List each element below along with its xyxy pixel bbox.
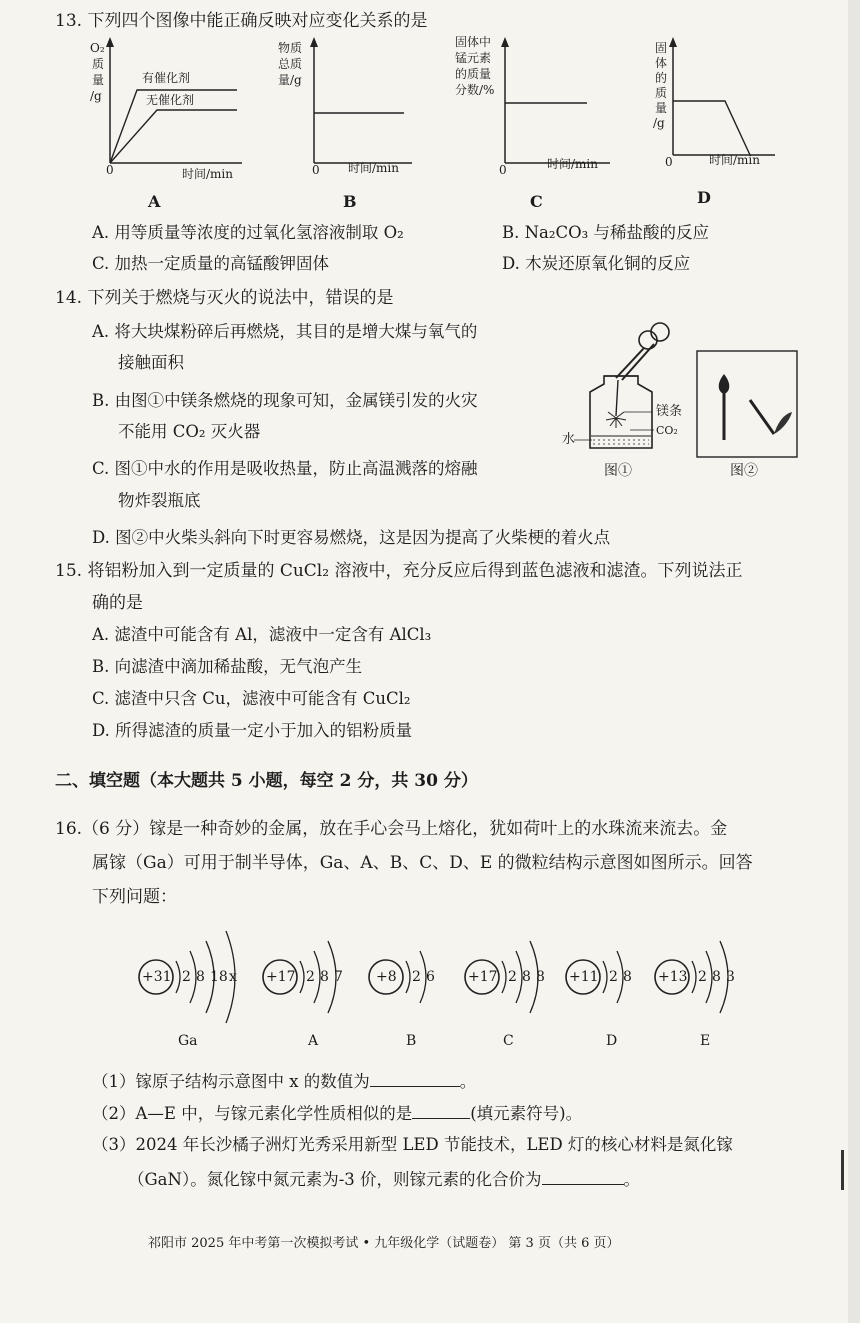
graph-b-origin: 0 [312, 163, 320, 177]
atom-ga-shell-2: 8 [196, 969, 205, 985]
q16-sub3-blank[interactable] [542, 1168, 624, 1185]
atom-c-nucleus: +17 [468, 969, 498, 985]
q14-option-a-line1: A. 将大块煤粉碎后再燃烧，其目的是增大煤与氧气的 [92, 322, 478, 341]
atom-ga-shell-1: 2 [182, 969, 191, 985]
figure-1-caption: 图① [604, 463, 632, 479]
atom-c-shell-3: 8 [536, 969, 545, 985]
atom-a-nucleus: +17 [266, 969, 296, 985]
atom-b-nucleus: +8 [376, 969, 397, 985]
q15-stem-line2: 确的是 [92, 593, 143, 613]
q16-sub1 [92, 1070, 476, 1093]
q16-sub2-end: (填元素符号)。 [470, 1104, 583, 1123]
graph-d-ylabel-5: 量 [655, 101, 668, 115]
graph-a-ylabel-2: 质 [92, 57, 105, 71]
graph-c-ylabel-2: 锰元素 [455, 51, 492, 65]
atom-a-label: A [308, 1033, 319, 1049]
atom-diagrams [128, 925, 768, 1055]
q16-sub3-line1: （3）2024 年长沙橘子洲灯光秀采用新型 LED 节能技术，LED 灯的核心材料是氮化镓 [92, 1135, 733, 1154]
graph-a-xlabel: 时间/min [182, 167, 233, 181]
q13-option-a: A. 用等质量等浓度的过氧化氢溶液制取 O₂ [92, 223, 404, 242]
q16-sub1-end: 。 [459, 1072, 477, 1091]
q14-option-a-line2: 接触面积 [118, 353, 184, 372]
q16-sub1-blank[interactable] [370, 1070, 460, 1087]
graph-a-ylabel-3: 量 [92, 73, 105, 87]
page-footer: 祁阳市 2025 年中考第一次模拟考试 • 九年级化学（试题卷） 第 3 页（共 6 页） [148, 1236, 620, 1251]
figure-1-co2-label: CO₂ [656, 424, 678, 437]
graph-c-origin: 0 [499, 163, 507, 177]
q14-option-d: D. 图②中火柴头斜向下时更容易燃烧，这是因为提高了火柴梗的着火点 [92, 528, 611, 547]
graph-d-origin: 0 [665, 155, 673, 169]
graph-c-ylabel-3: 的质量 [455, 67, 492, 81]
graph-d-xlabel: 时间/min [709, 153, 760, 167]
graph-b-ylabel-3: 量/g [278, 73, 302, 87]
graph-c [455, 35, 620, 185]
q16-stem-line3: 下列问题： [92, 887, 177, 907]
atom-c-label: C [503, 1033, 514, 1049]
figure-1-mg-label: 镁条 [656, 404, 683, 419]
q13-option-c: C. 加热一定质量的高锰酸钾固体 [92, 254, 330, 273]
q16-sub2-text: （2）A—E 中，与镓元素化学性质相似的是 [92, 1104, 413, 1123]
figure-2-matches [696, 350, 800, 460]
q16-sub2-blank[interactable] [412, 1102, 470, 1119]
atom-b-label: B [406, 1033, 417, 1049]
section-2-heading: 二、填空题（本大题共 5 小题，每空 2 分，共 30 分） [55, 771, 478, 791]
graph-c-letter: C [530, 192, 543, 211]
graph-d-ylabel-2: 体 [655, 56, 668, 70]
graph-d [625, 35, 785, 185]
graph-a [82, 35, 252, 185]
graph-b-ylabel-1: 物质 [278, 41, 303, 55]
atom-b-shell-2: 6 [426, 969, 435, 985]
atom-c-shell-1: 2 [508, 969, 517, 985]
scan-edge [848, 0, 860, 1323]
graph-a-ylabel-4: /g [90, 89, 102, 103]
atom-b-shell-1: 2 [412, 969, 421, 985]
figure-2-caption: 图② [730, 463, 758, 479]
atom-c-shell-2: 8 [522, 969, 531, 985]
atom-a-shell-1: 2 [306, 969, 315, 985]
graph-d-ylabel-3: 的 [655, 71, 668, 85]
graph-a-curve2-label: 无催化剂 [146, 93, 195, 107]
q16-sub2 [92, 1102, 582, 1125]
graph-d-letter: D [697, 188, 711, 207]
q15-option-a: A. 滤渣中可能含有 Al，滤液中一定含有 AlCl₃ [92, 625, 432, 644]
q16-sub3-end: 。 [623, 1170, 641, 1189]
graph-c-ylabel-1: 固体中 [455, 35, 492, 49]
atom-ga-nucleus: +31 [142, 969, 172, 985]
atom-a-shell-2: 8 [320, 969, 329, 985]
q16-stem-line1: 16.（6 分）镓是一种奇妙的金属，放在手心会马上熔化，犹如荷叶上的水珠流来流去。金 [55, 819, 728, 839]
graph-d-ylabel-4: 质 [655, 86, 668, 100]
atom-e-label: E [700, 1033, 711, 1049]
q16-sub1-text: （1）镓原子结构示意图中 x 的数值为 [92, 1072, 370, 1091]
q13-option-b: B. Na₂CO₃ 与稀盐酸的反应 [502, 223, 710, 242]
q13-option-d: D. 木炭还原氧化铜的反应 [502, 254, 691, 273]
figure-1 [560, 318, 690, 488]
q15-option-d: D. 所得滤渣的质量一定小于加入的铝粉质量 [92, 721, 413, 740]
q15-stem-line1: 15. 将铝粉加入到一定质量的 CuCl₂ 溶液中，充分反应后得到蓝色滤液和滤渣。下列说法正 [55, 561, 743, 581]
q16-sub3-text: （GaN）。氮化镓中氮元素为-3 价，则镓元素的化合价为 [128, 1170, 542, 1189]
atom-e-nucleus: +13 [658, 969, 688, 985]
figure-1-water-label: 水 [562, 432, 576, 447]
atom-d-shell-2: 8 [623, 969, 632, 985]
q16-sub3-line2 [128, 1168, 640, 1191]
atom-d-nucleus: +11 [569, 969, 599, 985]
atom-d-shell-1: 2 [609, 969, 618, 985]
graph-d-axes [625, 35, 785, 185]
graph-a-ylabel-1: O₂ [90, 41, 105, 55]
q14-option-c-line1: C. 图①中水的作用是吸收热量，防止高温溅落的熔融 [92, 459, 478, 478]
graph-b-xlabel: 时间/min [348, 161, 399, 175]
graph-d-ylabel-1: 固 [655, 41, 668, 55]
graph-c-xlabel: 时间/min [547, 157, 598, 171]
atom-e-shell-2: 8 [712, 969, 721, 985]
atom-d-label: D [606, 1033, 618, 1049]
atom-ga-shell-3: 18 [210, 969, 228, 985]
q14-option-b-line1: B. 由图①中镁条燃烧的现象可知，金属镁引发的火灾 [92, 391, 478, 410]
graph-a-letter: A [148, 192, 161, 211]
q14-option-c-line2: 物炸裂瓶底 [118, 491, 201, 510]
graph-c-ylabel-4: 分数/% [455, 83, 495, 97]
atom-e-shell-1: 2 [698, 969, 707, 985]
graph-a-curve1-label: 有催化剂 [142, 71, 191, 85]
atom-a-shell-3: 7 [334, 969, 343, 985]
graph-b-letter: B [343, 192, 357, 211]
q14-option-b-line2: 不能用 CO₂ 灭火器 [118, 422, 261, 441]
q15-option-b: B. 向滤渣中滴加稀盐酸，无气泡产生 [92, 657, 363, 676]
q16-stem-line2: 属镓（Ga）可用于制半导体，Ga、A、B、C、D、E 的微粒结构示意图如图所示。回答 [92, 853, 753, 873]
q13-stem: 13. 下列四个图像中能正确反映对应变化关系的是 [55, 11, 428, 31]
graph-a-origin: 0 [106, 163, 114, 177]
q15-option-c: C. 滤渣中只含 Cu，滤液中可能含有 CuCl₂ [92, 689, 411, 708]
atom-ga-shell-4: x [229, 969, 237, 985]
graph-b [272, 35, 422, 185]
q14-stem: 14. 下列关于燃烧与灭火的说法中，错误的是 [55, 288, 394, 308]
atom-e-shell-3: 3 [726, 969, 735, 985]
scan-edge-mark [841, 1150, 844, 1190]
graph-b-ylabel-2: 总质 [278, 57, 303, 71]
graph-d-ylabel-6: /g [653, 116, 665, 130]
atom-ga-label: Ga [178, 1033, 198, 1049]
figure-2 [696, 350, 800, 490]
